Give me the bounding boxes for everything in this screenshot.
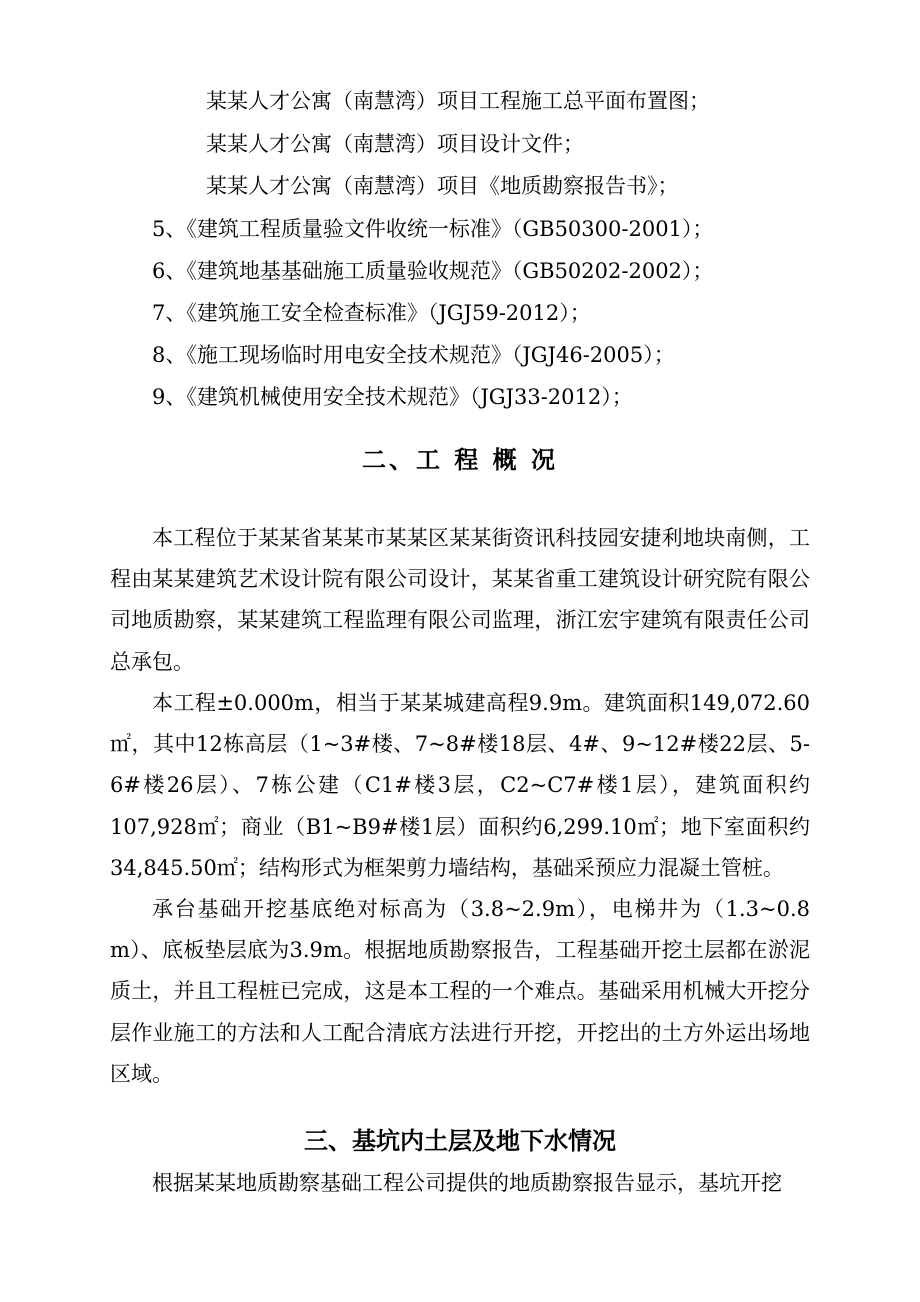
body-paragraph: 承台基础开挖基底绝对标高为（3.8~2.9m），电梯井为（1.3~0.8 m）、底板垫层底为3.9m。根据地质勘察报告，工程基础开挖土层都在淤泥质土，并且工程桩已完成，这是本工程的一个难点。基础采用机械大开挖分层作业施工的方法和人工配合清底方法进行开挖，开挖出的土方外运出场地区域。	[110, 897, 810, 1086]
body-paragraph: 本工程位于某某省某某市某某区某某街资讯科技园安捷利地块南侧，工程由某某建筑艺术设计院有限公司设计，某某省重工建筑设计研究院有限公司地质勘察，某某建筑工程监理有限公司监理，浙江宏宇建筑有限责任公司总承包。	[110, 526, 810, 674]
reference-item: 某某人才公寓（南慧湾）项目设计文件；	[206, 132, 584, 156]
body-paragraph: 本工程±0.000m，相当于某某城建高程9.9m。建筑面积149,072.60㎡，其中12栋高层（1~3#楼、7~8#楼18层、4#、9~12#楼22层、5-6#楼26层）、7栋公建（C1#楼3层，C2~C7#楼1层），建筑面积约107,928㎡；商业（B1~B9#楼1层）面积约6,299.10㎡；地下室面积约34,845.50㎡；结构形式为框架剪力墙结构，基础采预应力混凝土管桩。	[110, 691, 810, 880]
reference-item: 5、《建筑工程质量验文件收统一标准》（GB50300-2001）；	[152, 217, 714, 241]
reference-item: 6、《建筑地基基础施工质量验收规范》（GB50202-2002）；	[152, 259, 714, 283]
section-heading: 二、工 程 概 况	[361, 446, 559, 474]
reference-item: 8、《施工现场临时用电安全技术规范》（JGJ46-2005）；	[152, 343, 675, 367]
body-paragraph: 根据某某地质勘察基础工程公司提供的地质勘察报告显示，基坑开挖	[152, 1171, 782, 1195]
reference-item: 某某人才公寓（南慧湾）项目《地质勘察报告书》；	[206, 174, 679, 198]
reference-item: 7、《建筑施工安全检查标准》（JGJ59-2012）；	[152, 301, 591, 325]
reference-item: 某某人才公寓（南慧湾）项目工程施工总平面布置图；	[206, 89, 710, 113]
section-heading: 三、基坑内土层及地下水情况	[304, 1127, 616, 1155]
reference-item: 9、《建筑机械使用安全技术规范》（JGJ33-2012）；	[152, 385, 633, 409]
